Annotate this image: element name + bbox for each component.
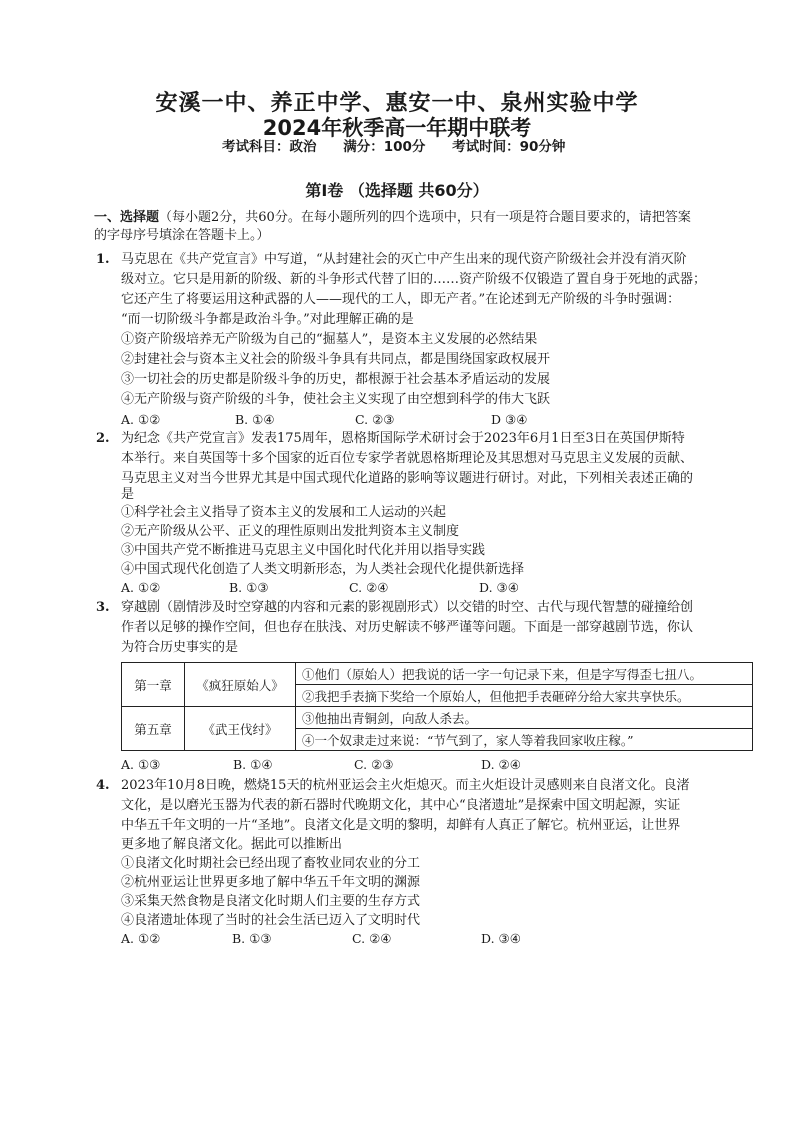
option-b[interactable]: B. ①③ bbox=[232, 931, 272, 946]
question-stem-line: 本举行。来自英国等十多个国家的近百位专家学者就恩格斯理论及其思想对马克思主义发展的贡献、 bbox=[121, 451, 694, 466]
question-stem-line: 为纪念《共产党宣言》发表175周年，恩格斯国际学术研讨会于2023年6月1日至3日在英国伊斯特 bbox=[121, 431, 685, 446]
question-stem-line: “而一切阶级斗争都是政治斗争。”对此理解正确的是 bbox=[121, 312, 414, 327]
exam-title: 2024年秋季高一年期中联考 bbox=[262, 116, 532, 140]
question-stem-line: 作者以足够的操作空间，但也存在肤浅、对历史解读不够严谨等问题。下面是一部穿越剧节选，你认 bbox=[121, 620, 694, 635]
line-cell: ①他们（原始人）把我说的话一字一句记录下来，但是字写得歪七扭八。 bbox=[296, 663, 753, 685]
book-cell: 《武王伐纣》 bbox=[185, 707, 296, 751]
schools-title: 安溪一中、养正中学、惠安一中、泉州实验中学 bbox=[155, 91, 639, 116]
statement: ③采集天然食物是良渚文化时期人们主要的生存方式 bbox=[121, 894, 421, 909]
statement: ④无产阶级与资产阶级的斗争，使社会主义实现了由空想到科学的伟大飞跃 bbox=[121, 392, 551, 407]
option-b[interactable]: B. ①④ bbox=[235, 412, 275, 427]
statement: ②封建社会与资本主义社会的阶级斗争具有共同点，都是围绕国家政权展开 bbox=[121, 352, 551, 367]
statement: ②杭州亚运让世界更多地了解中华五千年文明的渊源 bbox=[121, 875, 421, 890]
question-stem-line: 文化，是以磨光玉器为代表的新石器时代晚期文化，其中心“良渚遗址”是探索中国文明起源，实证 bbox=[121, 798, 681, 813]
question-number: 3. bbox=[96, 600, 110, 615]
option-b[interactable]: B. ①③ bbox=[229, 580, 269, 595]
chapter-cell: 第五章 bbox=[122, 707, 185, 751]
question-number: 4. bbox=[96, 778, 110, 793]
subject-label: 考试科目：政治 bbox=[222, 139, 317, 155]
table-row bbox=[122, 663, 753, 685]
table-row bbox=[122, 707, 753, 729]
option-d[interactable]: D. ③④ bbox=[481, 931, 521, 946]
line-cell: ③他抽出青铜剑，向敌人杀去。 bbox=[296, 707, 753, 729]
option-c[interactable]: C. ②④ bbox=[352, 931, 392, 946]
question-number: 1. bbox=[96, 252, 110, 267]
statement: ③中国共产党不断推进马克思主义中国化时代化并用以指导实践 bbox=[121, 543, 486, 558]
line-cell: ④一个奴隶走过来说：“节气到了，家人等着我回家收庄稼。” bbox=[296, 729, 753, 751]
option-c[interactable]: C. ②③ bbox=[355, 412, 395, 427]
exam-meta bbox=[222, 135, 567, 155]
question-stem-line: 是 bbox=[121, 487, 135, 502]
question-stem-line: 级对立。它只是用新的阶级、新的斗争形式代替了旧的……资产阶级不仅锻造了置自身于死地的武器； bbox=[121, 272, 707, 287]
instructions-line-2: 的字母序号填涂在答题卡上。） bbox=[94, 228, 270, 243]
chapter-cell: 第一章 bbox=[122, 663, 185, 707]
option-b[interactable]: B. ①④ bbox=[233, 757, 273, 772]
statement: ①科学社会主义指导了资本主义的发展和工人运动的兴起 bbox=[121, 505, 447, 520]
instructions-text: （每小题2分，共60分。在每小题所列的四个选项中，只有一项是符合题目要求的，请把答案 bbox=[159, 210, 691, 225]
line-cell: ②我把手表摘下奖给一个原始人，但他把手表砸碎分给大家共享快乐。 bbox=[296, 685, 753, 707]
option-a[interactable]: A. ①② bbox=[121, 412, 161, 427]
option-c[interactable]: C. ②③ bbox=[354, 757, 394, 772]
option-d[interactable]: D. ③④ bbox=[479, 580, 519, 595]
option-d[interactable]: D. ②④ bbox=[481, 757, 521, 772]
book-cell: 《疯狂原始人》 bbox=[185, 663, 296, 707]
statement: ④良渚遗址体现了当时的社会生活已迈入了文明时代 bbox=[121, 913, 421, 928]
question-stem-line: 穿越剧（剧情涉及时空穿越的内容和元素的影视剧形式）以交错的时空、古代与现代智慧的碰撞给创 bbox=[121, 600, 694, 615]
statement: ④中国式现代化创造了人类文明新形态，为人类社会现代化提供新选择 bbox=[121, 562, 525, 577]
option-a[interactable]: A. ①③ bbox=[121, 757, 161, 772]
question-stem-line: 它还产生了将要运用这种武器的人——现代的工人，即无产者。”在论述到无产阶级的斗争时强调： bbox=[121, 292, 681, 307]
statement: ①资产阶级培养无产阶级为自己的“掘墓人”，是资本主义发展的必然结果 bbox=[121, 332, 538, 347]
time-label: 考试时间：90分钟 bbox=[452, 139, 566, 155]
option-d[interactable]: D ③④ bbox=[491, 412, 528, 427]
statement: ①良渚文化时期社会已经出现了畜牧业同农业的分工 bbox=[121, 856, 421, 871]
question-stem-line: 马克思主义对当今世界尤其是中国式现代化道路的影响等议题进行研讨。对此，下列相关表述正确的 bbox=[121, 471, 694, 486]
question-stem-line: 中华五千年文明的一片“圣地”。良渚文化是文明的黎明，却鲜有人真正了解它。杭州亚运，让世界 bbox=[121, 818, 681, 833]
question-stem-line: 更多地了解良渚文化。据此可以推断出 bbox=[121, 837, 343, 852]
statement: ②无产阶级从公平、正义的理性原则出发批判资本主义制度 bbox=[121, 524, 460, 539]
score-label: 满分：100分 bbox=[343, 139, 426, 155]
question-number: 2. bbox=[96, 431, 110, 446]
drama-excerpt-table bbox=[121, 662, 753, 751]
question-stem-line: 为符合历史事实的是 bbox=[121, 640, 239, 655]
question-stem-line: 2023年10月8日晚，燃烧15天的杭州亚运会主火炬熄灭。而主火炬设计灵感则来自良渚文化。良渚 bbox=[121, 778, 690, 793]
question-stem-line: 马克思在《共产党宣言》中写道，“从封建社会的灭亡中产生出来的现代资产阶级社会并没有消灭阶 bbox=[121, 252, 687, 267]
instructions-line-1 bbox=[94, 210, 691, 226]
option-a[interactable]: A. ①② bbox=[121, 931, 161, 946]
option-c[interactable]: C. ②④ bbox=[349, 580, 389, 595]
option-a[interactable]: A. ①② bbox=[121, 580, 161, 595]
section-title: 第Ⅰ卷 （选择题 共60分） bbox=[305, 181, 489, 200]
statement: ③一切社会的历史都是阶级斗争的历史，都根源于社会基本矛盾运动的发展 bbox=[121, 372, 551, 387]
section-heading: 一、选择题 bbox=[94, 210, 160, 225]
